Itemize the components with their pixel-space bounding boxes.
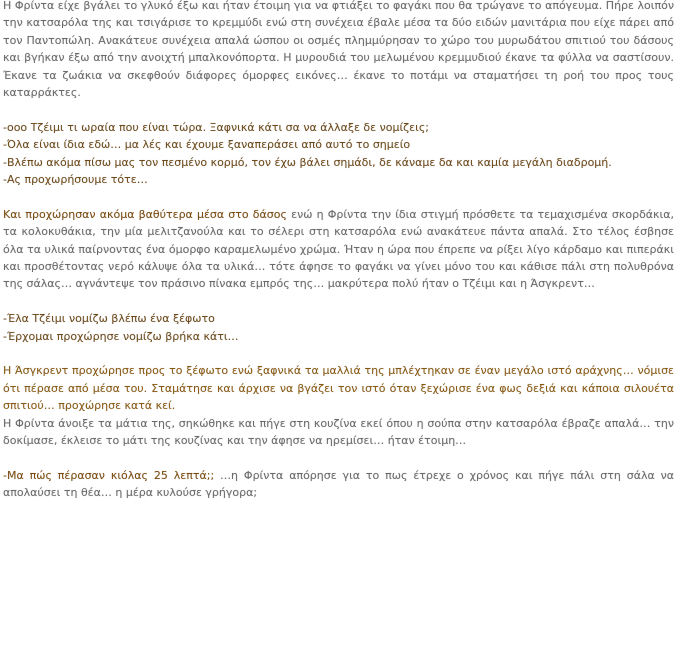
paragraph-body: ενώ η Φρίντα την ίδια στιγμή πρόσθετε τα τεμαχισμένα σκορδάκια, τα κολοκυθάκια, την μία μελιτζανούλα και το σέλερι στη κατσαρόλα ενώ ανακάτευε πάντα απαλά. Στο τέλος έσβησε όλα τα υλικά παίρνοντας ένα όμορφο καραμελωμένο χρώμα. Ήταν η ώρα που έπρεπε να ρίξει λίγο κάρδαμο και πιπεράκι και προσθέτοντας νερό κάλυψε όλα τα υλικά… τότε άφησε το φαγάκι να γίνει μόνο του και κάθισε πάλι στη πολυθρόνα της σάλας… αγνάντεψε τον πράσινο πίνακα εμπρός της… μακρύτερα πολύ ήταν ο Τζέιμι και η Άσγκρεντ…	[3, 207, 675, 291]
dialog-line: -Έλα Τζέιμι νομίζω βλέπω ένα ξέφωτο	[3, 312, 215, 326]
spacer	[3, 188, 674, 205]
paragraph-clearing-highlight: Η Άσγκρεντ προχώρησε προς το ξέφωτο ενώ ξαφνικά τα μαλλιά της μπλέχτηκαν σε έναν μεγάλο ιστό αράχνης… νόμισε ότι πέρασε από μέσα του. Σταμάτησε και άρχισε να βγάζει τον ιστό όταν ξεχώρισε ένα φως δεξιά και κάποια σιλουέτα σπιτιού… προχώρησε κατά κεί.	[3, 364, 674, 413]
spacer	[3, 293, 674, 310]
paragraph-lead-highlight: Και προχώρησαν ακόμα βαθύτερα μέσα στο δάσος	[3, 207, 287, 221]
spacer	[3, 450, 674, 467]
paragraph-kitchen: Η Φρίντα άνοιξε τα μάτια της, σηκώθηκε και πήγε στη κουζίνα εκεί όπου η σούπα στην κατσαρόλα έβραζε απαλά… την δοκίμασε, έκλεισε το μάτι της κουζίνας και την άφησε να ηρεμίσει… ήταν έτοιμη…	[3, 416, 674, 448]
dialog-line: -Ας προχωρήσουμε τότε…	[3, 173, 148, 187]
dialog-line: -Όλα είναι ίδια εδώ… μα λές και έχουμε ξαναπεράσει από αυτό το σημείο	[3, 138, 411, 152]
paragraph-forest	[3, 206, 674, 293]
spacer	[3, 345, 674, 362]
dialog-closing-highlight: -Μα πώς πέρασαν κιόλας 25 λεπτά;;	[3, 468, 215, 482]
dialog-line: -Βλέπω ακόμα πίσω μας τον πεσμένο κορμό, τον έχω βάλει σημάδι, δε κάναμε δα και καμία μεγάλη διαδρομή.	[3, 155, 612, 169]
dialog-line: -οοο Τζέιμι τι ωραία που είναι τώρα. Ξαφνικά κάτι σα να άλλαξε δε νομίζεις;	[3, 120, 429, 134]
spacer	[3, 101, 674, 118]
paragraph-intro: Η Φρίντα είχε βγάλει το γλυκό έξω και ήταν έτοιμη για να φτιάξει το φαγάκι που θα τρώγανε το απόγευμα. Πήρε λοιπόν την κατσαρόλα της και τσιγάρισε το κρεμμύδι ενώ στη συνέχεια έβαλε μέσα τα δύο ειδών μανιτάρια που είχε πάρει από τον Παντοπώλη. Ανακάτευε συνέχεια απαλά ώσπου οι οσμές πλημμύρησαν το χώρο του μυρωδάτου σπιτιού του δάσους και βγήκαν έξω από την ανοιχτή μπαλκονόπορτα. Η μυρουδιά του μελωμένου κρεμμυδιού έκανε τα φύλλα να σαστίσουν. Έκανε τα ζωάκια να σκεφθούν διάφορες όμορφες εικόνες… έκανε το ποτάμι να σταματήσει τη ροή του προς τους καταρράκτες.	[3, 0, 674, 100]
paragraph-closing-body: …η Φρίντα απόρησε για το πως έτρεχε ο χρόνος και πήγε πάλι στη σάλα να απολαύσει τη θέα… η μέρα κυλούσε γρήγορα;	[3, 468, 674, 500]
dialog-line: -Έρχομαι προχώρησε νομίζω βρήκα κάτι…	[3, 329, 239, 343]
paragraph-closing	[3, 467, 674, 502]
